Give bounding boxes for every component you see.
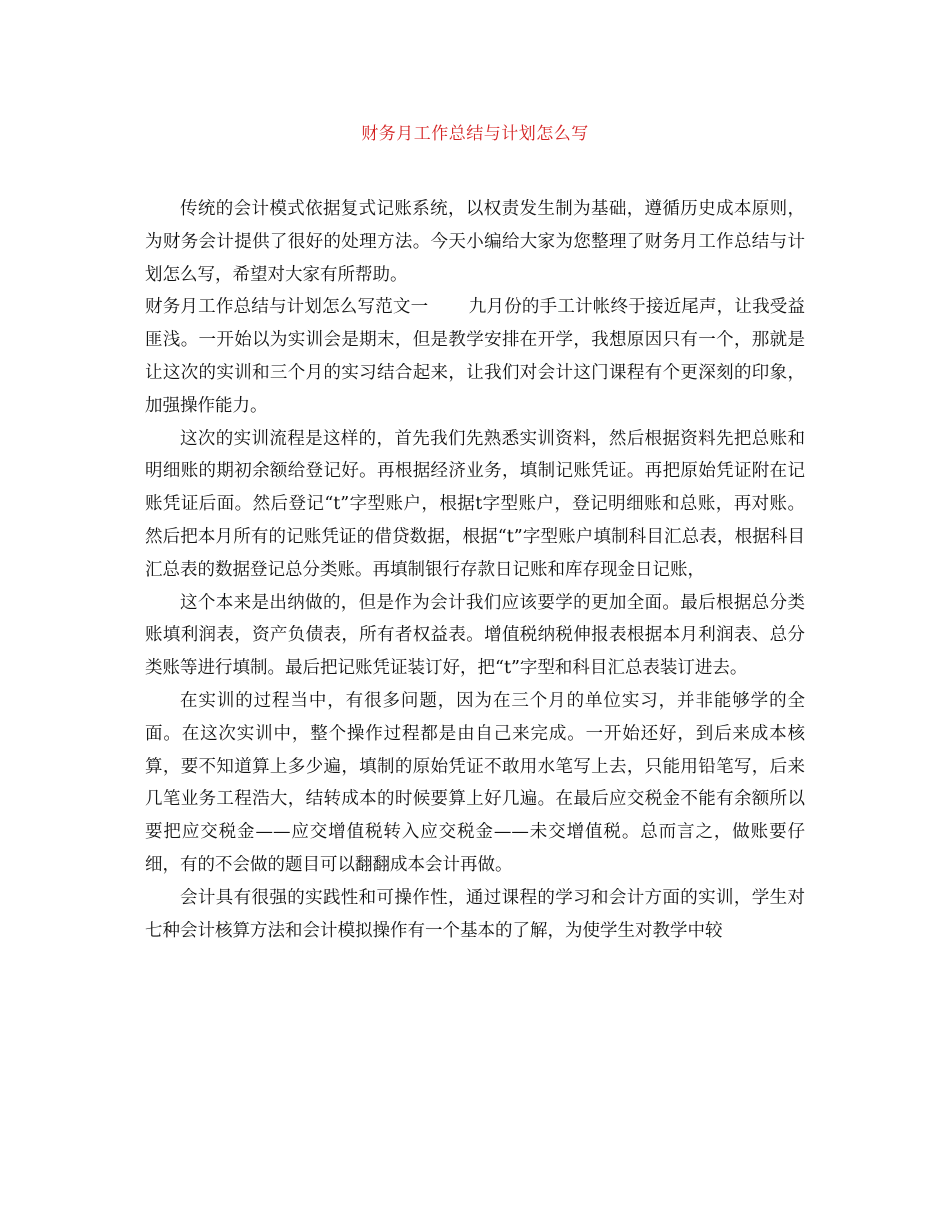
paragraph-cashier: 这个本来是出纳做的，但是作为会计我们应该要学的更加全面。最后根据总分类账填利润表，资产负债表，所有者权益表。增值税纳税伸报表根据本月利润表、总分类账等进行填制。最后把记账凭证装订好，把“t”字型和科目汇总表装订进去。 [145,592,805,679]
paragraph-problems: 在实训的过程当中，有很多问题，因为在三个月的单位实习，并非能够学的全面。在这次实训中，整个操作过程都是由自己来完成。一开始还好，到后来成本核算，要不知道算上多少遍，填制的原始凭证不敢用水笔写上去，只能用铅笔写，后来几笔业务工程浩大，结转成本的时候要算上好几遍。在最后应交税金不能有余额所以要把应交税金——应交增值税转入应交税金——未交增值税。总而言之，做账要仔细，有的不会做的题目可以翻翻成本会计再做。 [145,690,805,875]
paragraph-intro: 传统的会计模式依据复式记账系统，以权责发生制为基础，遵循历史成本原则，为财务会计提供了很好的处理方法。今天小编给大家为您整理了财务月工作总结与计划怎么写，希望对大家有所帮助。 [145,199,805,285]
paragraph-section-start [145,291,805,422]
document-title: 财务月工作总结与计划怎么写 [361,124,589,144]
paragraph-practice: 会计具有很强的实践性和可操作性，通过课程的学习和会计方面的实训，学生对七种会计核算方法和会计模拟操作有一个基本的了解，为使学生对教学中较 [145,887,805,941]
document-body [145,193,805,947]
paragraph-section-text: 九月份的手工计帐终于接近尾声，让我受益匪浅。一开始以为实训会是期末，但是教学安排在开学，我想原因只有一个，那就是让这次的实训和三个月的实习结合起来，让我们对会计这门课程有个更深刻的印象，加强操作能力。 [145,297,806,416]
section-heading: 财务月工作总结与计划怎么写范文一 [145,297,429,318]
paragraph-process: 这次的实训流程是这样的，首先我们先熟悉实训资料，然后根据资料先把总账和明细账的期初余额给登记好。再根据经济业务，填制记账凭证。再把原始凭证附在记账凭证后面。然后登记“t”字型账户，根据t字型账户，登记明细账和总账，再对账。然后把本月所有的记账凭证的借贷数据，根据“t”字型账户填制科目汇总表，根据科目汇总表的数据登记总分类账。再填制银行存款日记账和库存现金日记账， [145,428,805,580]
